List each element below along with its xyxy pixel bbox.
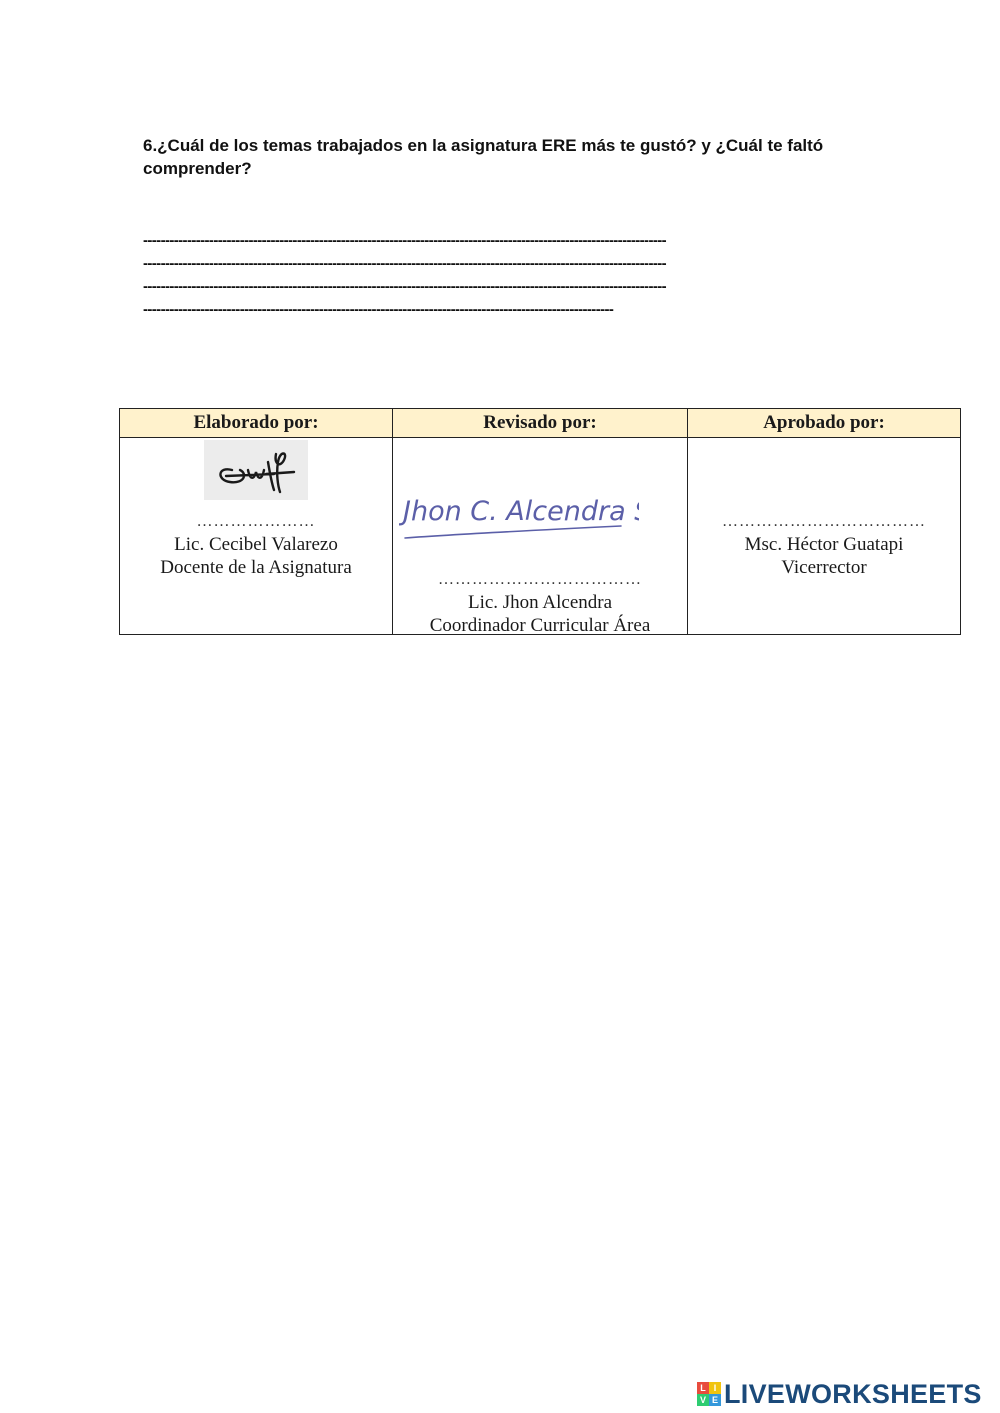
signature-table <box>119 408 961 635</box>
signer-name: Lic. Cecibel Valarezo <box>174 534 338 555</box>
signature-cell-elaborado <box>120 438 393 635</box>
signature-dots: ………………… <box>196 513 316 530</box>
signature-image <box>399 490 639 560</box>
answer-line: ----------------------------------------------------------------------------------------------------------------------- <box>143 278 667 295</box>
answer-area[interactable] <box>143 229 873 321</box>
signer-name: Lic. Jhon Alcendra <box>467 592 613 613</box>
logo-letter: I <box>709 1382 721 1394</box>
signature-cell-revisado <box>393 438 688 635</box>
signature-dots: ……………………………… <box>722 513 926 530</box>
header-elaborado: Elaborado por: <box>120 409 393 438</box>
logo-letter: E <box>709 1394 721 1406</box>
header-revisado: Revisado por: <box>393 409 688 438</box>
signature-image <box>204 440 308 500</box>
signer-name: Msc. Héctor Guatapi <box>744 534 904 555</box>
signer-role: Coordinador Curricular Área <box>429 615 651 636</box>
logo-text: LIVEWORKSHEETS <box>724 1378 982 1409</box>
header-aprobado: Aprobado por: <box>688 409 961 438</box>
logo-mark-icon <box>697 1382 721 1406</box>
logo-letter: L <box>697 1382 709 1394</box>
liveworksheets-logo <box>697 1378 982 1410</box>
svg-text:Jhon C. Alcendra S: Jhon C. Alcendra S <box>403 496 639 527</box>
signature-dots: ……………………………… <box>438 571 642 588</box>
answer-line: ----------------------------------------------------------------------------------------------------------------------- <box>143 255 667 272</box>
signature-cell-aprobado <box>688 438 961 635</box>
answer-line: ----------------------------------------------------------------------------------------------------------------------- <box>143 232 667 249</box>
answer-line: ----------------------------------------------------------------------------------------------------------- <box>143 301 614 318</box>
signer-role: Docente de la Asignatura <box>160 557 352 578</box>
logo-letter: V <box>697 1394 709 1406</box>
question-text: 6.¿Cuál de los temas trabajados en la asignatura ERE más te gustó? y ¿Cuál te faltó comprender? <box>143 136 824 178</box>
signer-role: Vicerrector <box>781 557 867 578</box>
